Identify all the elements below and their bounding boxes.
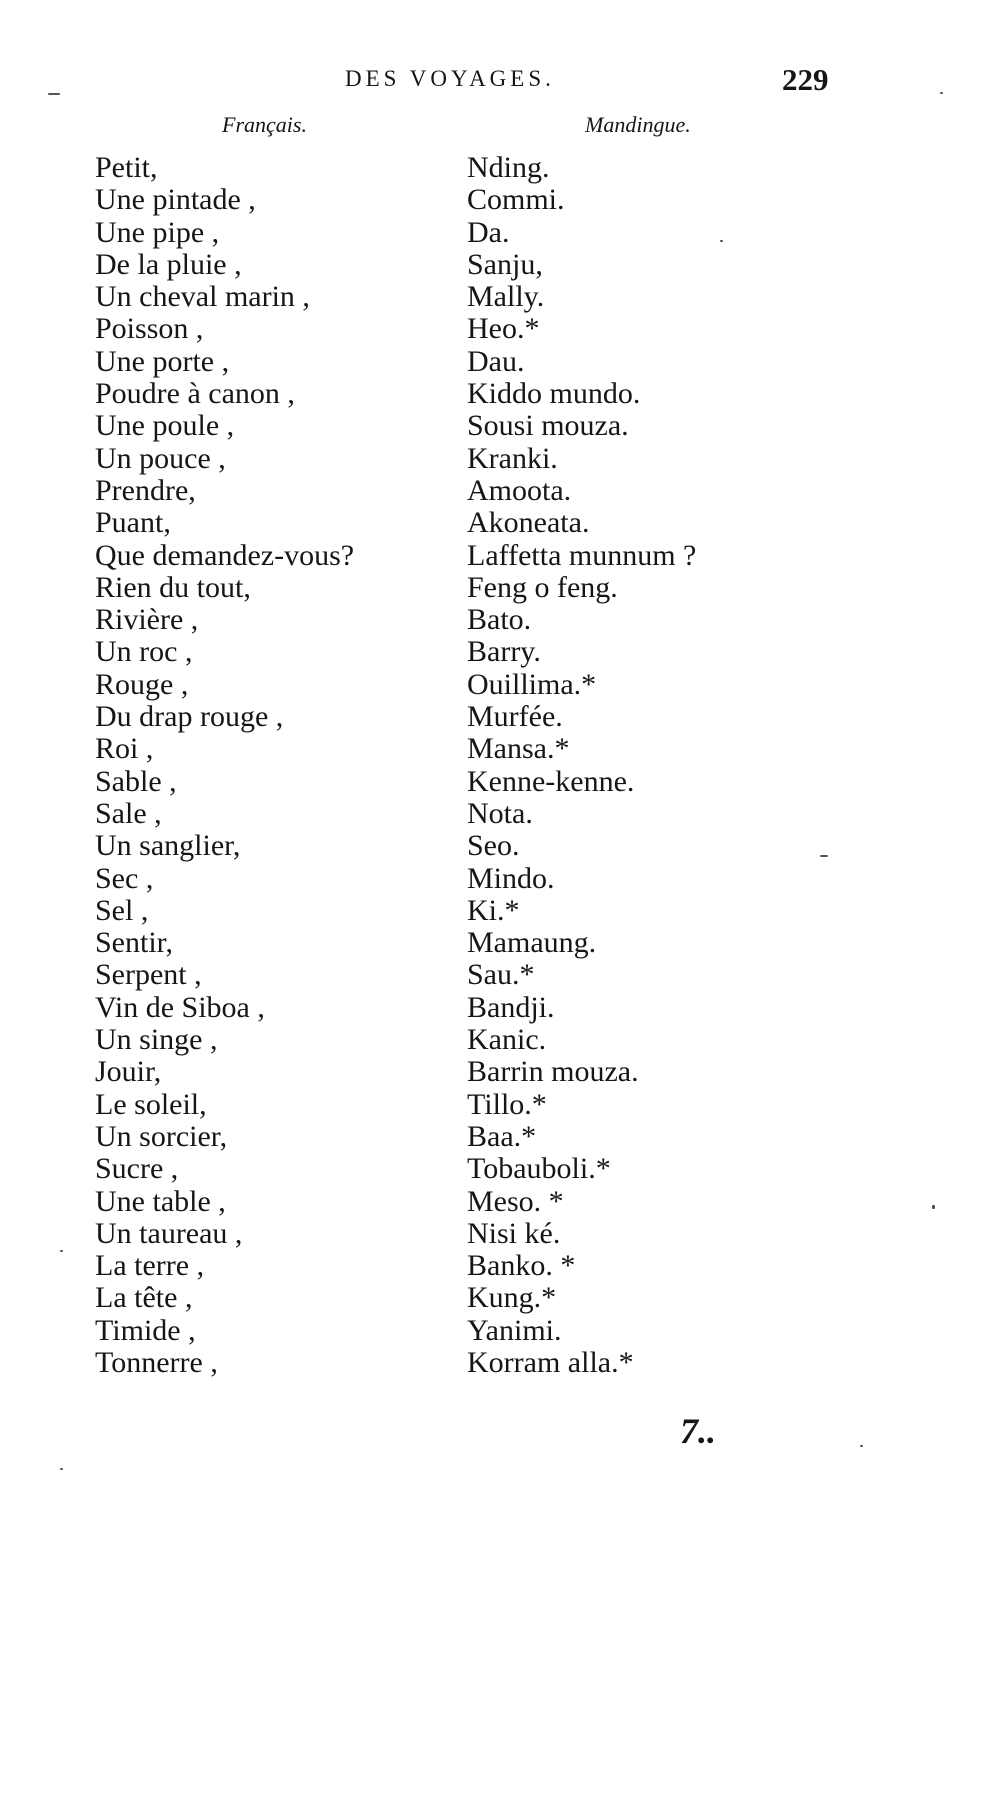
vocabulary-row [0,1250,1000,1282]
french-word: Une poule , [95,409,235,443]
mandingue-word: Laffetta munnum ? [467,538,697,572]
mandingue-word: Dau. [467,344,525,378]
french-word: De la pluie , [95,247,242,281]
french-word: Un pouce , [95,441,226,475]
french-word: Puant, [95,506,171,540]
vocabulary-row [0,766,1000,798]
french-word: Roi , [95,732,154,766]
french-word: Rouge , [95,667,189,701]
vocabulary-row [0,701,1000,733]
french-word: Petit, [95,151,158,184]
scan-speck [60,1468,63,1470]
vocabulary-row [0,669,1000,701]
french-word: Jouir, [95,1055,162,1089]
mandingue-word: Baa.* [467,1119,537,1153]
page-number: 229 [782,62,829,97]
french-word: Prendre, [95,473,196,507]
running-head [0,62,1000,102]
scan-speck [860,1445,863,1447]
running-head-title: DES VOYAGES. [345,66,555,91]
scan-speck [932,1205,935,1209]
french-word: Une porte , [95,344,230,378]
french-word: Que demandez-vous? [95,538,355,572]
mandingue-word: Kenne-kenne. [467,764,635,798]
mandingue-word: Murfée. [467,700,563,734]
french-word: Une table , [95,1184,226,1218]
french-word: Sale , [95,796,162,830]
french-word: Sentir, [95,926,173,960]
vocabulary-row [0,507,1000,539]
french-word: Une pipe , [95,215,220,249]
vocabulary-list [0,152,1000,1379]
vocabulary-row [0,1347,1000,1379]
french-word: Un cheval marin , [95,280,310,314]
french-word: La terre , [95,1249,205,1283]
vocabulary-row [0,281,1000,313]
scan-speck [940,92,943,94]
mandingue-word: Korram alla.* [467,1345,634,1379]
mandingue-word: Nota. [467,796,533,830]
french-word: Un sanglier, [95,829,241,863]
vocabulary-row [0,1186,1000,1218]
mandingue-word: Commi. [467,183,565,217]
mandingue-word: Kranki. [467,441,558,475]
mandingue-word: Mamaung. [467,926,597,960]
vocabulary-row [0,1315,1000,1347]
vocabulary-row [0,798,1000,830]
french-word: Rien du tout, [95,570,251,604]
vocabulary-row [0,959,1000,991]
scan-speck [820,855,828,857]
mandingue-word: Heo.* [467,312,540,346]
mandingue-word: Mansa.* [467,732,570,766]
vocabulary-row [0,249,1000,281]
vocabulary-row [0,540,1000,572]
vocabulary-row [0,410,1000,442]
scan-speck [60,1250,63,1252]
vocabulary-row [0,1153,1000,1185]
mandingue-word: Sau.* [467,958,535,992]
french-word: Rivière , [95,603,199,637]
vocabulary-row [0,830,1000,862]
mandingue-word: Tobauboli.* [467,1152,611,1186]
vocabulary-row [0,992,1000,1024]
vocabulary-row [0,1056,1000,1088]
mandingue-word: Sousi mouza. [467,409,629,443]
vocabulary-row [0,1218,1000,1250]
french-word: Poudre à canon , [95,377,295,411]
scan-speck [720,240,723,242]
mandingue-word: Meso. * [467,1184,564,1218]
mandingue-word: Kanic. [467,1023,547,1057]
french-word: Timide , [95,1313,196,1347]
signature-mark: 7.. [680,1411,716,1451]
mandingue-word: Amoota. [467,473,572,507]
french-word: La tête , [95,1281,193,1315]
mandingue-word: Mindo. [467,861,555,895]
french-word: Poisson , [95,312,204,346]
mandingue-word: Yanimi. [467,1313,562,1347]
mandingue-word: Akoneata. [467,506,590,540]
vocabulary-row [0,895,1000,927]
mandingue-word: Ki.* [467,893,520,927]
french-word: Sucre , [95,1152,179,1186]
french-word: Sable , [95,764,177,798]
mandingue-word: Barrin mouza. [467,1055,639,1089]
vocabulary-row [0,636,1000,668]
vocabulary-row [0,733,1000,765]
vocabulary-row [0,443,1000,475]
vocabulary-row [0,475,1000,507]
mandingue-word: Bato. [467,603,532,637]
vocabulary-row [0,1024,1000,1056]
column-heading-french: Français. [222,112,307,137]
mandingue-word: Kiddo mundo. [467,377,641,411]
french-word: Une pintade , [95,183,256,217]
french-word: Tonnerre , [95,1345,218,1379]
mandingue-word: Sanju, [467,247,543,281]
french-word: Serpent , [95,958,202,992]
vocabulary-row [0,572,1000,604]
mandingue-word: Bandji. [467,990,555,1024]
vocabulary-row [0,346,1000,378]
vocabulary-row [0,927,1000,959]
french-word: Un taureau , [95,1216,243,1250]
french-word: Un sorcier, [95,1119,228,1153]
french-word: Un roc , [95,635,193,669]
french-word: Sec , [95,861,154,895]
vocabulary-row [0,1089,1000,1121]
french-word: Vin de Siboa , [95,990,265,1024]
french-word: Sel , [95,893,149,927]
french-word: Le soleil, [95,1087,207,1121]
french-word: Du drap rouge , [95,700,284,734]
mandingue-word: Seo. [467,829,520,863]
mandingue-word: Feng o feng. [467,570,618,604]
vocabulary-row [0,604,1000,636]
mandingue-word: Kung.* [467,1281,557,1315]
mandingue-word: Da. [467,215,510,249]
vocabulary-row [0,184,1000,216]
vocabulary-row [0,313,1000,345]
scan-speck [48,93,60,95]
column-heading-mandingue: Mandingue. [585,112,691,137]
vocabulary-row [0,378,1000,410]
vocabulary-row [0,217,1000,249]
mandingue-word: Ouillima.* [467,667,597,701]
mandingue-word: Nding. [467,151,550,184]
vocabulary-row [0,1121,1000,1153]
vocabulary-row [0,1282,1000,1314]
vocabulary-row [0,863,1000,895]
mandingue-word: Banko. * [467,1249,576,1283]
mandingue-word: Mally. [467,280,545,314]
mandingue-word: Barry. [467,635,541,669]
mandingue-word: Tillo.* [467,1087,547,1121]
mandingue-word: Nisi ké. [467,1216,561,1250]
french-word: Un singe , [95,1023,218,1057]
vocabulary-row [0,152,1000,184]
